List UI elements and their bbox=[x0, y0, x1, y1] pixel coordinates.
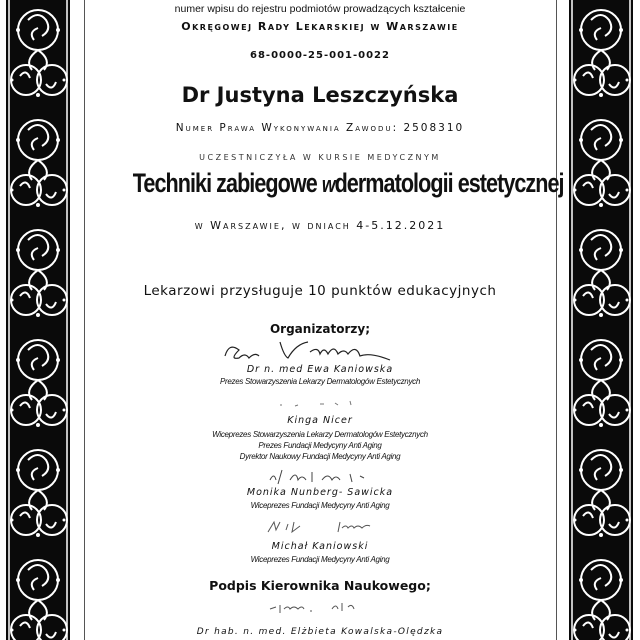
organizer-role: Wiceprezes Fundacji Medycyny Anti Aging bbox=[250, 555, 390, 564]
scientific-director-heading: Podpis Kierownika Naukowego; bbox=[209, 578, 431, 593]
course-title-part2: dermatologii estetycznej bbox=[334, 168, 564, 198]
inner-frame-right bbox=[556, 0, 557, 640]
signature-ewa-kaniowska bbox=[86, 338, 554, 362]
participant-name: Dr Justyna Leszczyńska bbox=[181, 83, 459, 107]
registry-line: numer wpisu do rejestru podmiotów prowadzących kształcenie bbox=[174, 3, 466, 15]
organizer-role: Wiceprezes Fundacji Medycyny Anti Aging bbox=[250, 501, 390, 510]
organizer-name: Michał Kaniowski bbox=[271, 541, 369, 552]
ornamental-border-left bbox=[6, 0, 70, 640]
organizer-name: Monika Nunberg- Sawicka bbox=[246, 487, 394, 498]
scientific-director-name: Dr hab. n. med. Elżbieta Kowalska-Olędzka bbox=[196, 627, 444, 637]
ornamental-border-right bbox=[569, 0, 633, 640]
inner-frame-left bbox=[84, 0, 85, 640]
education-points: Lekarzowi przysługuje 10 punktów edukacyjnych bbox=[143, 283, 497, 299]
registry-number: 68-0000-25-001-0022 bbox=[250, 50, 390, 61]
place-date: w Warszawie, w dniach 4-5.12.2021 bbox=[194, 219, 446, 232]
organizer-role: Prezes Stowarzyszenia Lekarzy Dermatologów Estetycznych bbox=[219, 377, 421, 386]
organizer-role: Dyrektor Naukowy Fundacji Medycyny Anti Aging bbox=[239, 452, 401, 461]
organizer-name: Dr n. med Ewa Kaniowska bbox=[246, 364, 394, 375]
organizer-name: Kinga Nicer bbox=[287, 415, 353, 426]
signature-michal-kaniowski bbox=[86, 516, 554, 540]
course-title-part1: Techniki zabiegowe bbox=[132, 168, 317, 198]
license-number: Numer Prawa Wykonywania Zawodu: 2508310 bbox=[175, 122, 465, 134]
course-title bbox=[132, 168, 564, 199]
course-title-w: w bbox=[321, 172, 335, 197]
signature-scientific-director bbox=[86, 597, 554, 621]
council-name: Okręgowej Rady Lekarskiej w Warszawie bbox=[181, 20, 459, 33]
organizer-role: Wiceprezes Stowarzyszenia Lekarzy Dermatologów Estetycznych bbox=[212, 430, 428, 439]
organizer-role: Prezes Fundacji Medycyny Anti Aging bbox=[258, 441, 382, 450]
course-intro: UCZESTNICZYŁA W KURSIE MEDYCZNYM bbox=[199, 153, 441, 162]
organizers-heading: Organizatorzy; bbox=[269, 322, 371, 336]
